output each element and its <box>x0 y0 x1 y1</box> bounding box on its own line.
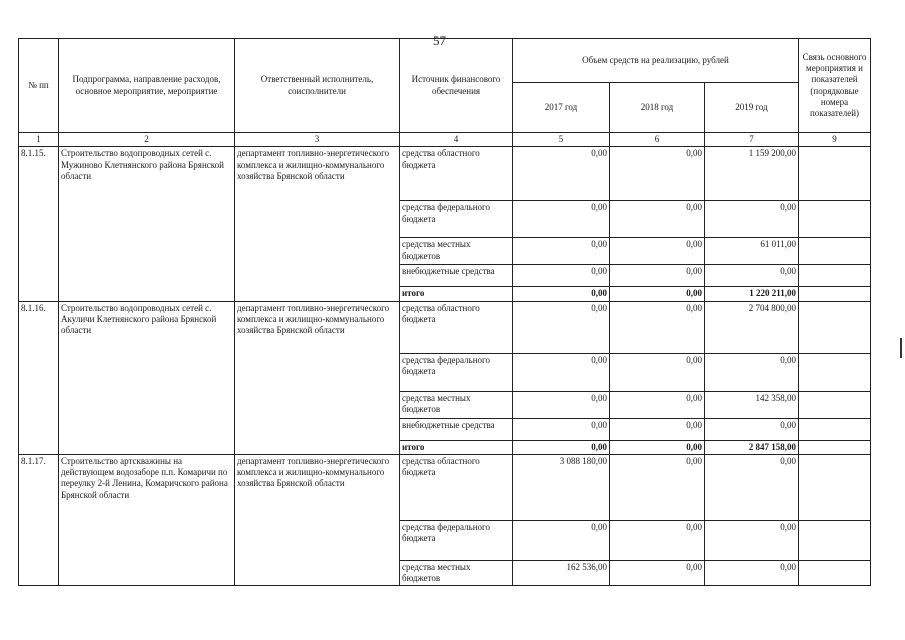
amount-y2018: 0,00 <box>610 520 705 560</box>
index-row <box>19 133 871 147</box>
scan-edge-mark <box>900 338 902 358</box>
index-cell: 4 <box>400 133 513 147</box>
link-cell <box>799 454 871 520</box>
funding-source: средства областного бюджета <box>400 147 513 201</box>
table-row <box>19 301 871 353</box>
amount-y2017: 0,00 <box>513 520 610 560</box>
funding-source: средства местных бюджетов <box>400 391 513 418</box>
amount-y2018: 0,00 <box>610 391 705 418</box>
amount-y2019: 0,00 <box>705 560 799 586</box>
amount-y2017: 0,00 <box>513 301 610 353</box>
amount-y2017: 0,00 <box>513 287 610 301</box>
funding-source: средства местных бюджетов <box>400 238 513 265</box>
funding-source: итого <box>400 440 513 454</box>
link-cell <box>799 353 871 391</box>
row-title: Строительство водопроводных сетей с. Мужиново Клетнянского района Брянской области <box>59 147 235 301</box>
amount-y2018: 0,00 <box>610 238 705 265</box>
link-cell <box>799 560 871 586</box>
header-program: Подпрограмма, направление расходов, основное мероприятие, мероприятие <box>59 39 235 133</box>
amount-y2017: 0,00 <box>513 265 610 287</box>
funding-source: средства федерального бюджета <box>400 201 513 238</box>
header-executor: Ответственный исполнитель, соисполнители <box>235 39 400 133</box>
amount-y2019: 1 220 211,00 <box>705 287 799 301</box>
link-cell <box>799 147 871 201</box>
amount-y2019: 0,00 <box>705 418 799 440</box>
index-cell: 3 <box>235 133 400 147</box>
amount-y2019: 0,00 <box>705 520 799 560</box>
row-executor: департамент топливно-энергетического комплекса и жилищно-коммунального хозяйства Брянской области <box>235 301 400 454</box>
amount-y2019: 0,00 <box>705 201 799 238</box>
amount-y2019: 142 358,00 <box>705 391 799 418</box>
link-cell <box>799 301 871 353</box>
header-row <box>19 39 871 83</box>
header-year-2018: 2018 год <box>610 83 705 133</box>
row-executor: департамент топливно-энергетического комплекса и жилищно-коммунального хозяйства Брянской области <box>235 454 400 586</box>
row-number: 8.1.15. <box>19 147 59 301</box>
amount-y2017: 0,00 <box>513 238 610 265</box>
funding-source: внебюджетные средства <box>400 265 513 287</box>
funding-source: средства областного бюджета <box>400 454 513 520</box>
row-title: Строительство водопроводных сетей с. Акуличи Клетнянского района Брянской области <box>59 301 235 454</box>
header-no: № пп <box>19 39 59 133</box>
amount-y2018: 0,00 <box>610 147 705 201</box>
amount-y2018: 0,00 <box>610 353 705 391</box>
index-cell: 7 <box>705 133 799 147</box>
funding-source: итого <box>400 287 513 301</box>
amount-y2019: 0,00 <box>705 265 799 287</box>
amount-y2018: 0,00 <box>610 454 705 520</box>
amount-y2018: 0,00 <box>610 418 705 440</box>
funding-source: внебюджетные средства <box>400 418 513 440</box>
table-row <box>19 147 871 201</box>
amount-y2018: 0,00 <box>610 287 705 301</box>
funding-source: средства областного бюджета <box>400 301 513 353</box>
link-cell <box>799 391 871 418</box>
amount-y2017: 0,00 <box>513 147 610 201</box>
amount-y2018: 0,00 <box>610 560 705 586</box>
funding-source: средства федерального бюджета <box>400 353 513 391</box>
link-cell <box>799 238 871 265</box>
index-cell: 9 <box>799 133 871 147</box>
amount-y2017: 162 536,00 <box>513 560 610 586</box>
link-cell <box>799 418 871 440</box>
budget-table <box>18 38 871 586</box>
funding-source: средства федерального бюджета <box>400 520 513 560</box>
amount-y2017: 0,00 <box>513 353 610 391</box>
link-cell <box>799 287 871 301</box>
header-volume: Объем средств на реализацию, рублей <box>513 39 799 83</box>
amount-y2019: 2 704 800,00 <box>705 301 799 353</box>
amount-y2018: 0,00 <box>610 265 705 287</box>
row-number: 8.1.16. <box>19 301 59 454</box>
amount-y2018: 0,00 <box>610 440 705 454</box>
amount-y2018: 0,00 <box>610 201 705 238</box>
amount-y2019: 0,00 <box>705 353 799 391</box>
table-row <box>19 454 871 520</box>
amount-y2017: 0,00 <box>513 391 610 418</box>
header-link: Связь основного мероприятия и показателей (порядковые номера показателей) <box>799 39 871 133</box>
funding-source: средства местных бюджетов <box>400 560 513 586</box>
row-number: 8.1.17. <box>19 454 59 586</box>
index-cell: 6 <box>610 133 705 147</box>
amount-y2018: 0,00 <box>610 301 705 353</box>
index-cell: 1 <box>19 133 59 147</box>
link-cell <box>799 520 871 560</box>
amount-y2017: 0,00 <box>513 201 610 238</box>
header-year-2017: 2017 год <box>513 83 610 133</box>
amount-y2019: 2 847 158,00 <box>705 440 799 454</box>
index-cell: 2 <box>59 133 235 147</box>
header-source: Источник финансового обеспечения <box>400 39 513 133</box>
index-cell: 5 <box>513 133 610 147</box>
link-cell <box>799 201 871 238</box>
amount-y2019: 61 011,00 <box>705 238 799 265</box>
amount-y2019: 0,00 <box>705 454 799 520</box>
amount-y2019: 1 159 200,00 <box>705 147 799 201</box>
row-executor: департамент топливно-энергетического комплекса и жилищно-коммунального хозяйства Брянской области <box>235 147 400 301</box>
page-number: 57 <box>433 33 446 48</box>
header-year-2019: 2019 год <box>705 83 799 133</box>
amount-y2017: 0,00 <box>513 440 610 454</box>
link-cell <box>799 440 871 454</box>
amount-y2017: 3 088 180,00 <box>513 454 610 520</box>
amount-y2017: 0,00 <box>513 418 610 440</box>
link-cell <box>799 265 871 287</box>
row-title: Строительство артскважины на действующем водозаборе п.п. Комаричи по переулку 2-й Ленина, Комаричского района Брянской области <box>59 454 235 586</box>
table-body <box>19 39 871 586</box>
